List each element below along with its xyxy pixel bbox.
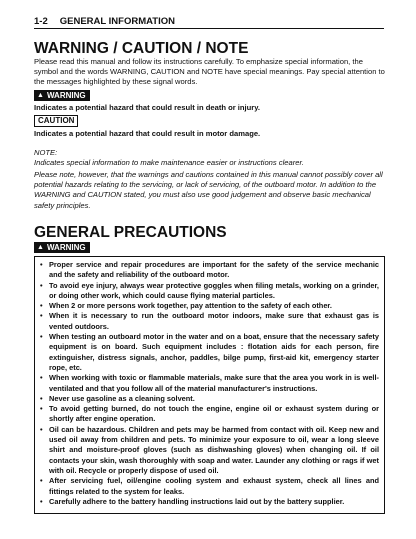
- precautions-warning-label: WARNING: [46, 243, 86, 252]
- disclaimer-paragraph: Please note, however, that the warnings and cautions contained in this manual cannot possibly cover all potential hazards relating to the servicing, or lack of servicing, of the outboard motor. In addition to the WARNING and CAUTION stated, you must also use good judgement and observe basic mechanical safety principles.: [34, 170, 383, 210]
- warning-triangle-icon: ▲: [37, 92, 44, 99]
- list-item: • After servicing fuel, oil/engine cooling system and exhaust system, check all lines and fittings related to the system for leaks.: [40, 476, 379, 497]
- general-precautions-title: GENERAL PRECAUTIONS: [34, 224, 227, 241]
- note-label: NOTE:: [34, 148, 58, 157]
- list-item: • To avoid eye injury, always wear protective goggles when filing metals, working on a grinder, or doing other work, which could cause flying material particles.: [40, 281, 379, 302]
- warning-definition: Indicates a potential hazard that could result in death or injury.: [34, 103, 261, 112]
- intro-paragraph: Please read this manual and follow its instructions carefully. To emphasize special information, the symbol and the words WARNING, CAUTION and NOTE have special meanings. Pay special attention to the messages highlighted by these signal words.: [34, 57, 385, 87]
- warning-badge: [34, 90, 90, 101]
- precautions-list: [40, 260, 379, 507]
- warning-triangle-icon: ▲: [37, 244, 44, 251]
- section-header-title: GENERAL INFORMATION: [59, 16, 175, 27]
- page-header: [34, 14, 384, 29]
- list-item: • Never use gasoline as a cleaning solvent.: [40, 394, 379, 404]
- list-item: • Oil can be hazardous. Children and pets may be harmed from contact with oil. Keep new and used oil away from children and pets. To minimize your exposure to oil, wear a long sleeve shirt and moisture-proof gloves (such as dishwashing gloves) when changing oil. If oil contacts your skin, wash thoroughly with soap and water. Launder any clothing or rags if wet with oil. Recycle or properly dispose of used oil.: [40, 425, 379, 476]
- list-item: • When working with toxic or flammable materials, make sure that the area you work in is well-ventilated and that you follow all of the material manufacturer's instructions.: [40, 373, 379, 394]
- warning-caution-note-title: WARNING / CAUTION / NOTE: [34, 40, 249, 57]
- caution-badge: CAUTION: [34, 115, 78, 127]
- list-item: • Carefully adhere to the battery handling instructions laid out by the battery supplier.: [40, 497, 379, 507]
- page-number: 1-2: [34, 16, 48, 27]
- note-definition: Indicates special information to make maintenance easier or instructions clearer.: [34, 158, 304, 167]
- list-item: • When it is necessary to run the outboard motor indoors, make sure that exhaust gas is vented outdoors.: [40, 311, 379, 332]
- list-item: • When testing an outboard motor in the water and on a boat, ensure that the necessary safety equipment is on board. Such equipment includes : flotation aids for each person, fire extinguisher, distress signals, anchor, paddles, bilge pump, first-aid kit, emergency starter rope, etc.: [40, 332, 379, 373]
- precautions-warning-badge: [34, 242, 90, 253]
- list-item: • To avoid getting burned, do not touch the engine, engine oil or exhaust system during or shortly after engine operation.: [40, 404, 379, 425]
- list-item: • Proper service and repair procedures are important for the safety of the service mechanic and the safety and reliability of the outboard motor.: [40, 260, 379, 281]
- precautions-box: [34, 256, 385, 514]
- warning-badge-label: WARNING: [46, 91, 86, 100]
- list-item: • When 2 or more persons work together, pay attention to the safety of each other.: [40, 301, 379, 311]
- caution-definition: Indicates a potential hazard that could result in motor damage.: [34, 129, 261, 138]
